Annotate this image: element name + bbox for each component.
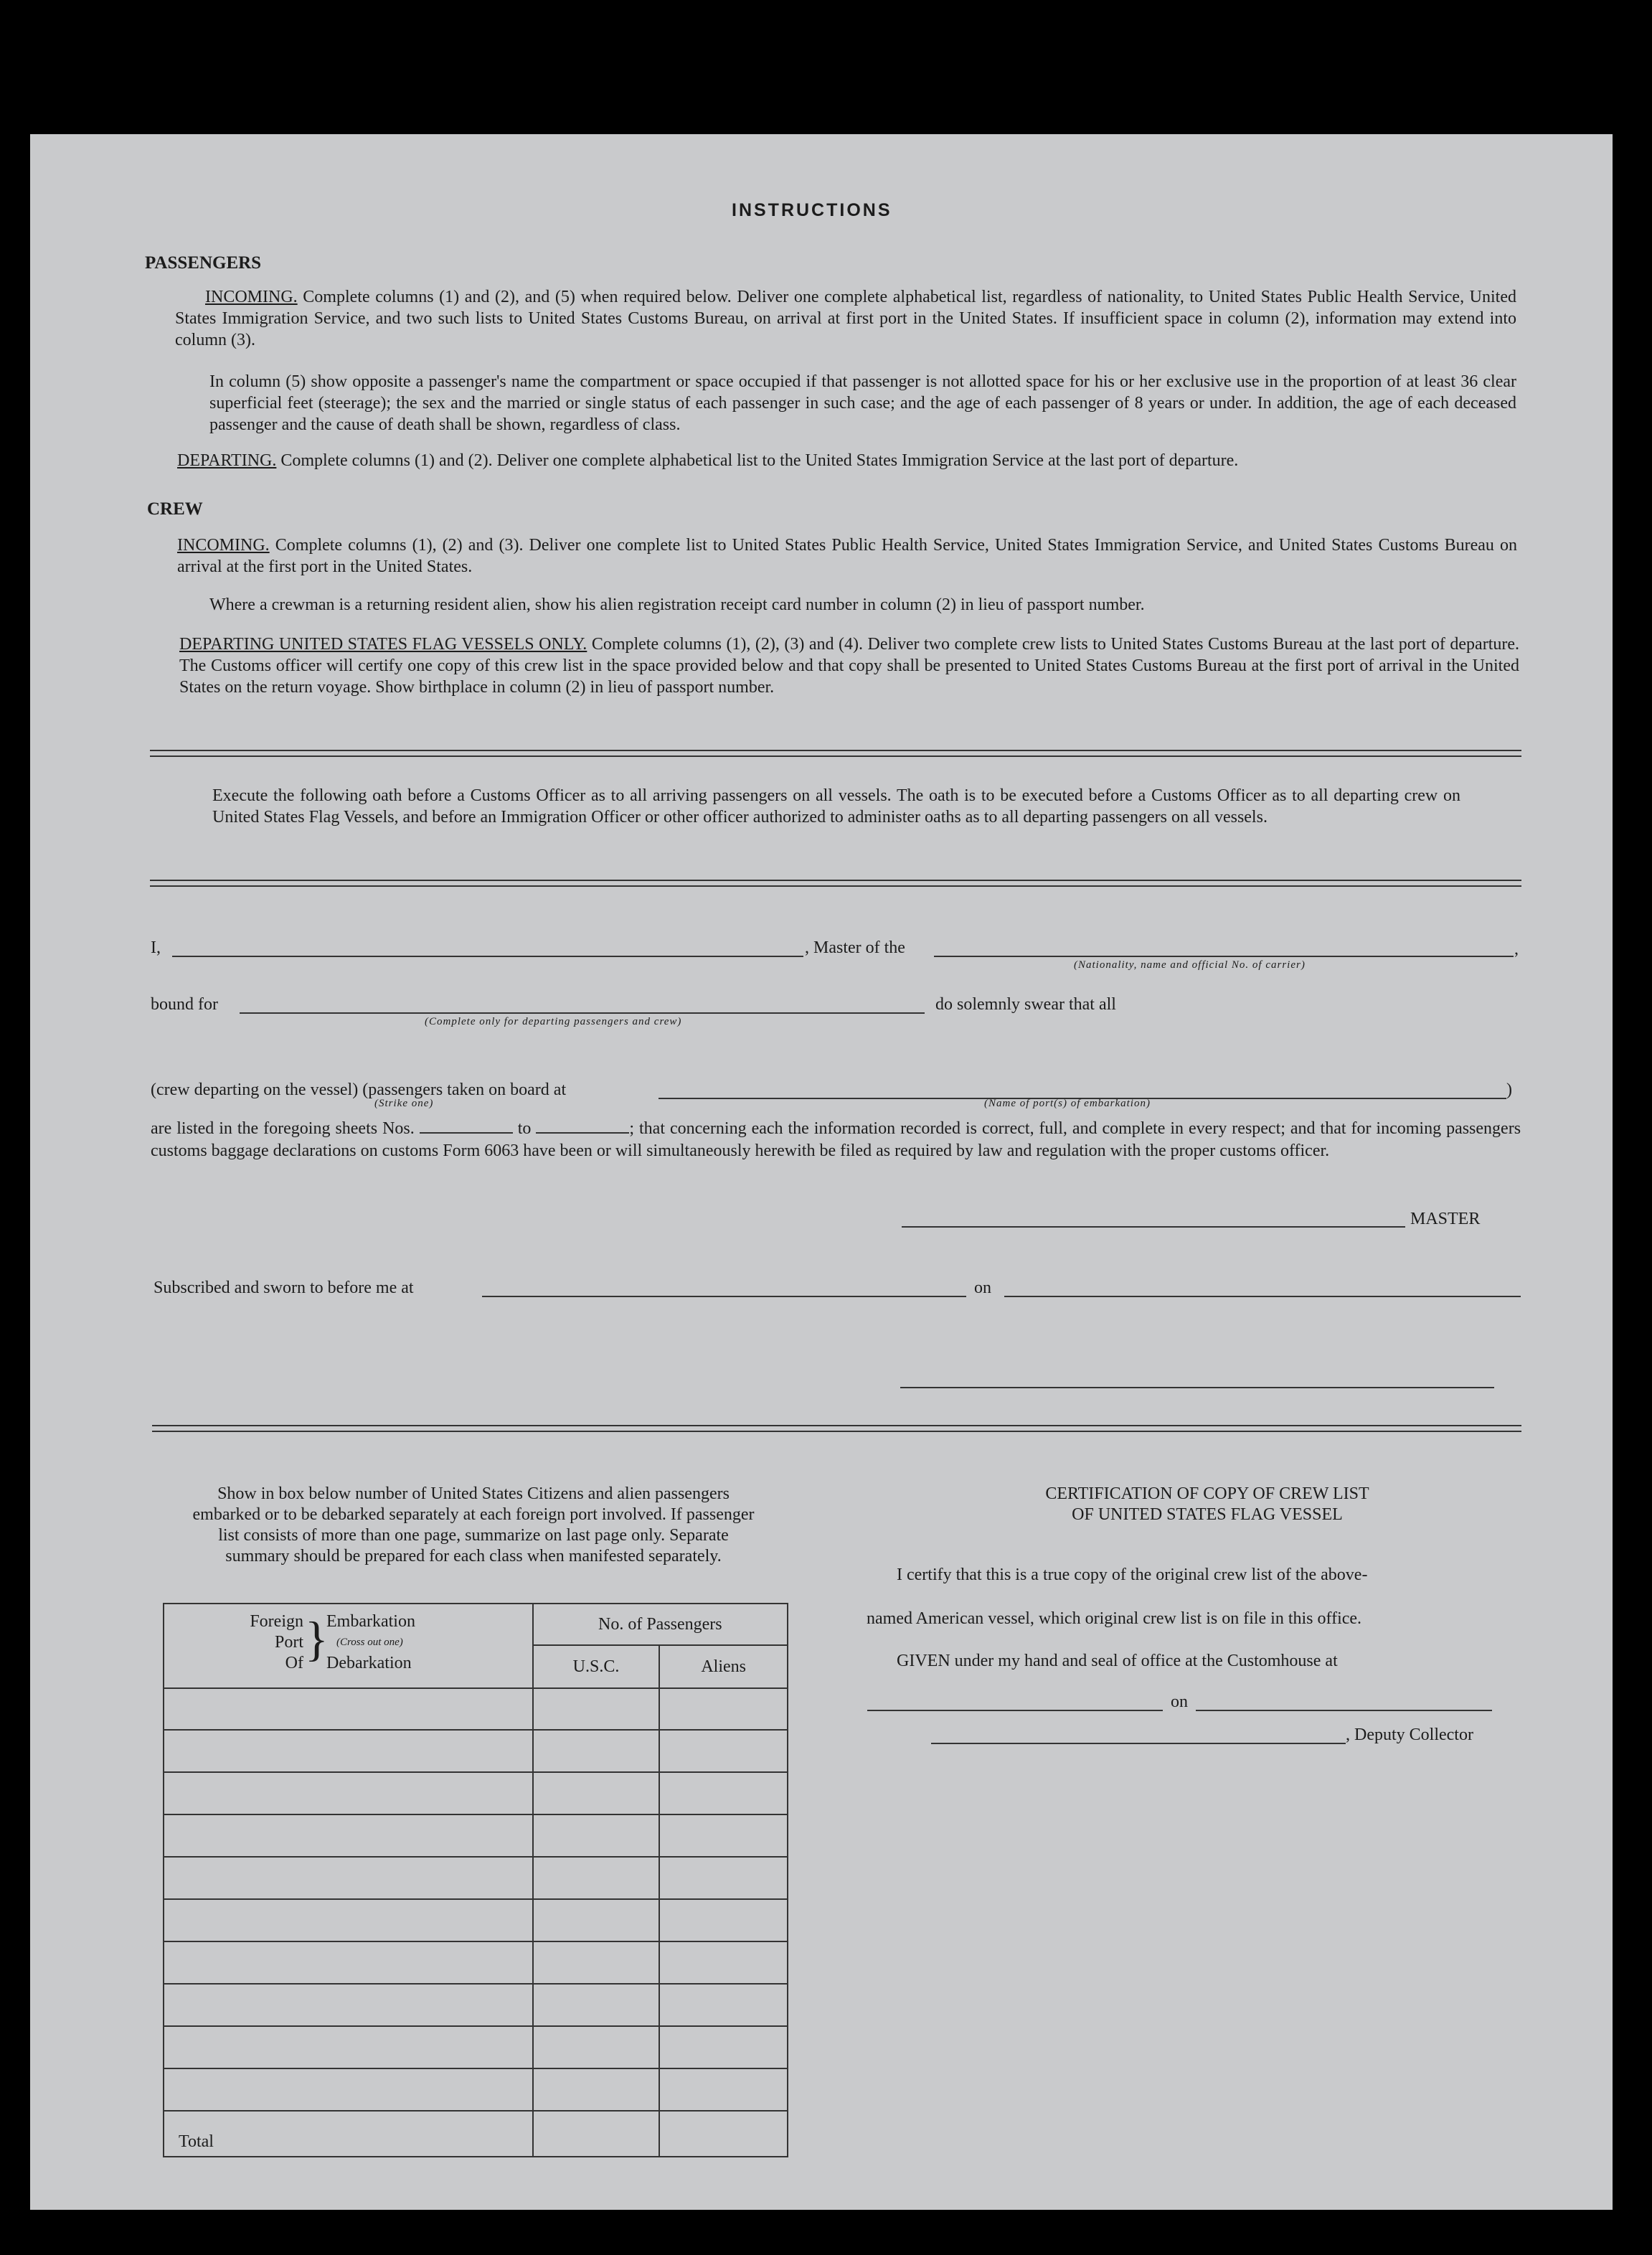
oath-i-label: I, — [151, 938, 161, 957]
passengers-departing-text: Complete columns (1) and (2). Deliver one complete alphabetical list to the United States Immigration Service at the last port of departure. — [280, 451, 1239, 470]
table-row — [164, 1688, 788, 1730]
bound-for-label: bound for — [151, 995, 218, 1014]
sworn-place-field[interactable] — [482, 1296, 966, 1297]
port-cell[interactable] — [164, 1941, 533, 1984]
ports-caption: (Name of port(s) of embarkation) — [984, 1098, 1151, 1109]
carrier-field[interactable] — [934, 956, 1514, 957]
port-header-cell — [164, 1604, 533, 1688]
embarkation-label: Embarkation — [326, 1612, 415, 1631]
aliens-cell[interactable] — [659, 1899, 788, 1941]
nationality-caption: (Nationality, name and official No. of carrier) — [1074, 959, 1306, 971]
port-cell[interactable] — [164, 2026, 533, 2068]
aliens-cell[interactable] — [659, 1772, 788, 1814]
passengers-incoming-text: Complete columns (1) and (2), and (5) when required below. Deliver one complete alphabetical list, regardless of nationality, to United States Public Health Service, United States Immigration Service, and two such lists to United States Customs Bureau, on arrival at first port in the United States. If insufficient space in column (2), information may extend into column (3). — [175, 288, 1517, 349]
crew-heading: CREW — [147, 499, 203, 519]
usc-cell[interactable] — [533, 2026, 660, 2068]
crew-incoming-label: INCOMING. — [177, 536, 270, 555]
section-divider — [152, 1425, 1521, 1432]
table-row — [164, 1857, 788, 1899]
sheet-from-field[interactable] — [420, 1118, 513, 1134]
subscribed-label: Subscribed and sworn to before me at — [154, 1279, 414, 1297]
port-cell[interactable] — [164, 1688, 533, 1730]
customhouse-field[interactable] — [867, 1710, 1163, 1711]
master-name-field[interactable] — [172, 956, 803, 957]
section-divider — [150, 880, 1521, 887]
usc-cell[interactable] — [533, 2068, 660, 2111]
passengers-heading: PASSENGERS — [145, 253, 262, 273]
aliens-header: Aliens — [659, 1645, 788, 1688]
cross-out-caption: (Cross out one) — [336, 1637, 403, 1648]
usc-cell[interactable] — [533, 1814, 660, 1857]
foreign-label: Foreign — [250, 1612, 303, 1631]
passengers-column5-paragraph: In column (5) show opposite a passenger's name the compartment or space occupied if that passenger is not allotted space for his or her exclusive use in the proportion of at least 36 clear superficial feet (steerage); the sex and the married or single status of each passenger in such case; and the age of each passenger of 8 years or under. In addition, the age of each deceased passenger and the cause of death shall be shown, regardless of class. — [209, 372, 1516, 434]
usc-cell[interactable] — [533, 1730, 660, 1772]
no-passengers-header: No. of Passengers — [533, 1604, 788, 1645]
master-label: MASTER — [1410, 1210, 1481, 1228]
crew-incoming-text: Complete columns (1), (2) and (3). Deliver one complete list to United States Public Health Service, United States Immigration Service, and United States Customs Bureau on arrival at the first port in the United States. — [177, 536, 1517, 576]
certification-title — [888, 1484, 1526, 1525]
port-cell[interactable] — [164, 1899, 533, 1941]
master-of-label: , Master of the — [805, 938, 905, 957]
crew-resident-paragraph: Where a crewman is a returning resident alien, show his alien registration receipt card number in column (2) in lieu of passport number. — [209, 595, 1145, 614]
total-aliens-cell[interactable] — [659, 2111, 788, 2157]
to-label: to — [517, 1119, 532, 1138]
port-cell[interactable] — [164, 2068, 533, 2111]
aliens-cell[interactable] — [659, 1857, 788, 1899]
bound-caption: (Complete only for departing passengers and crew) — [425, 1016, 682, 1027]
table-row — [164, 2026, 788, 2068]
summary-note: Show in box below number of United States Citizens and alien passengers embarked or to be debarked separately at each foreign port involved. If passenger list consists of more than one page, summarize on last page only. Separate summary should be prepared for each class when manifested separately. — [192, 1484, 755, 1566]
total-row — [164, 2111, 788, 2157]
crew-incoming-paragraph — [177, 535, 1517, 578]
aliens-cell[interactable] — [659, 1941, 788, 1984]
port-cell[interactable] — [164, 1772, 533, 1814]
given-line: GIVEN under my hand and seal of office at the Customhouse at — [897, 1652, 1338, 1670]
certification-date-field[interactable] — [1196, 1710, 1492, 1711]
oath-instruction: Execute the following oath before a Customs Officer as to all arriving passengers on all vessels. The oath is to be executed before a Customs Officer as to all departing crew on United States Flag Vessels, and before an Immigration Officer or other officer authorized to administer oaths as to all departing passengers on all vessels. — [212, 786, 1460, 827]
debarkation-label: Debarkation — [326, 1654, 412, 1672]
table-row — [164, 1899, 788, 1941]
certification-title-line2: OF UNITED STATES FLAG VESSEL — [1072, 1505, 1343, 1524]
table-row — [164, 1730, 788, 1772]
aliens-cell[interactable] — [659, 1814, 788, 1857]
usc-cell[interactable] — [533, 1941, 660, 1984]
certification-on-label: on — [1171, 1693, 1188, 1711]
aliens-cell[interactable] — [659, 1688, 788, 1730]
table-row — [164, 1814, 788, 1857]
passengers-incoming-label: INCOMING. — [205, 288, 298, 306]
total-label: Total — [164, 2111, 533, 2157]
port-label: Port — [274, 1633, 303, 1652]
certification-title-line1: CERTIFICATION OF COPY OF CREW LIST — [1045, 1484, 1369, 1503]
listed-prefix: are listed in the foregoing sheets Nos. — [151, 1119, 415, 1138]
certify-line2: named American vessel, which original crew list is on file in this office. — [867, 1609, 1362, 1628]
aliens-cell[interactable] — [659, 1730, 788, 1772]
close-paren: ) — [1506, 1081, 1512, 1099]
aliens-cell[interactable] — [659, 2068, 788, 2111]
of-label: Of — [285, 1654, 303, 1672]
deputy-collector-label: , Deputy Collector — [1346, 1726, 1473, 1744]
swear-label: do solemnly swear that all — [935, 995, 1116, 1014]
port-cell[interactable] — [164, 1730, 533, 1772]
port-cell[interactable] — [164, 1857, 533, 1899]
aliens-cell[interactable] — [659, 2026, 788, 2068]
sworn-on-label: on — [974, 1279, 991, 1297]
certify-line1: I certify that this is a true copy of the original crew list of the above- — [897, 1566, 1368, 1584]
usc-cell[interactable] — [533, 1772, 660, 1814]
aliens-cell[interactable] — [659, 1984, 788, 2026]
passengers-incoming-paragraph — [175, 286, 1516, 351]
usc-cell[interactable] — [533, 1857, 660, 1899]
form-page — [30, 134, 1613, 2210]
port-cell[interactable] — [164, 1984, 533, 2026]
sheet-to-field[interactable] — [536, 1118, 629, 1134]
section-divider — [150, 750, 1521, 757]
listed-paragraph — [151, 1118, 1521, 1162]
crew-departing-paragraph — [179, 634, 1519, 698]
listed-rest: ; that concerning each the information recorded is correct, full, and complete in every respect; and that for incoming passengers customs baggage declarations on customs Form 6063 have been or will simultaneously herewith be filed as required by law and regulation with the proper customs officer. — [151, 1119, 1521, 1160]
port-cell[interactable] — [164, 1814, 533, 1857]
crew-departing-text: Complete columns (1), (2), (3) and (4). Deliver two complete crew lists to United States Customs Bureau at the last port of departure. The Customs officer will certify one copy of this crew list in the space provided below and that copy shall be presented to United States Customs Bureau at the first port of arrival in the United States on the return voyage. Show birthplace in column (2) in lieu of passport number. — [179, 635, 1520, 697]
strike-caption: (Strike one) — [374, 1098, 434, 1109]
bound-for-field[interactable] — [240, 1012, 925, 1014]
total-usc-cell[interactable] — [533, 2111, 660, 2157]
usc-cell[interactable] — [533, 1984, 660, 2026]
oath-comma: , — [1514, 940, 1519, 959]
usc-cell[interactable] — [533, 1688, 660, 1730]
crew-departing-label: (crew departing on the vessel) (passengers taken on board at — [151, 1081, 567, 1099]
passengers-departing-paragraph — [177, 450, 1519, 471]
crew-departing-label: DEPARTING UNITED STATES FLAG VESSELS ONLY. — [179, 635, 587, 654]
table-row — [164, 1984, 788, 2026]
officer-signature-field[interactable] — [900, 1387, 1494, 1388]
brace-icon: } — [305, 1611, 329, 1666]
table-row — [164, 1941, 788, 1984]
passenger-summary-table — [163, 1603, 788, 2157]
usc-header: U.S.C. — [533, 1645, 660, 1688]
instructions-title: INSTRUCTIONS — [732, 200, 892, 220]
passengers-departing-label: DEPARTING. — [177, 451, 277, 470]
usc-cell[interactable] — [533, 1899, 660, 1941]
table-row — [164, 2068, 788, 2111]
master-signature-field[interactable] — [902, 1226, 1405, 1228]
table-row — [164, 1772, 788, 1814]
deputy-signature-field[interactable] — [931, 1743, 1346, 1744]
sworn-date-field[interactable] — [1004, 1296, 1521, 1297]
